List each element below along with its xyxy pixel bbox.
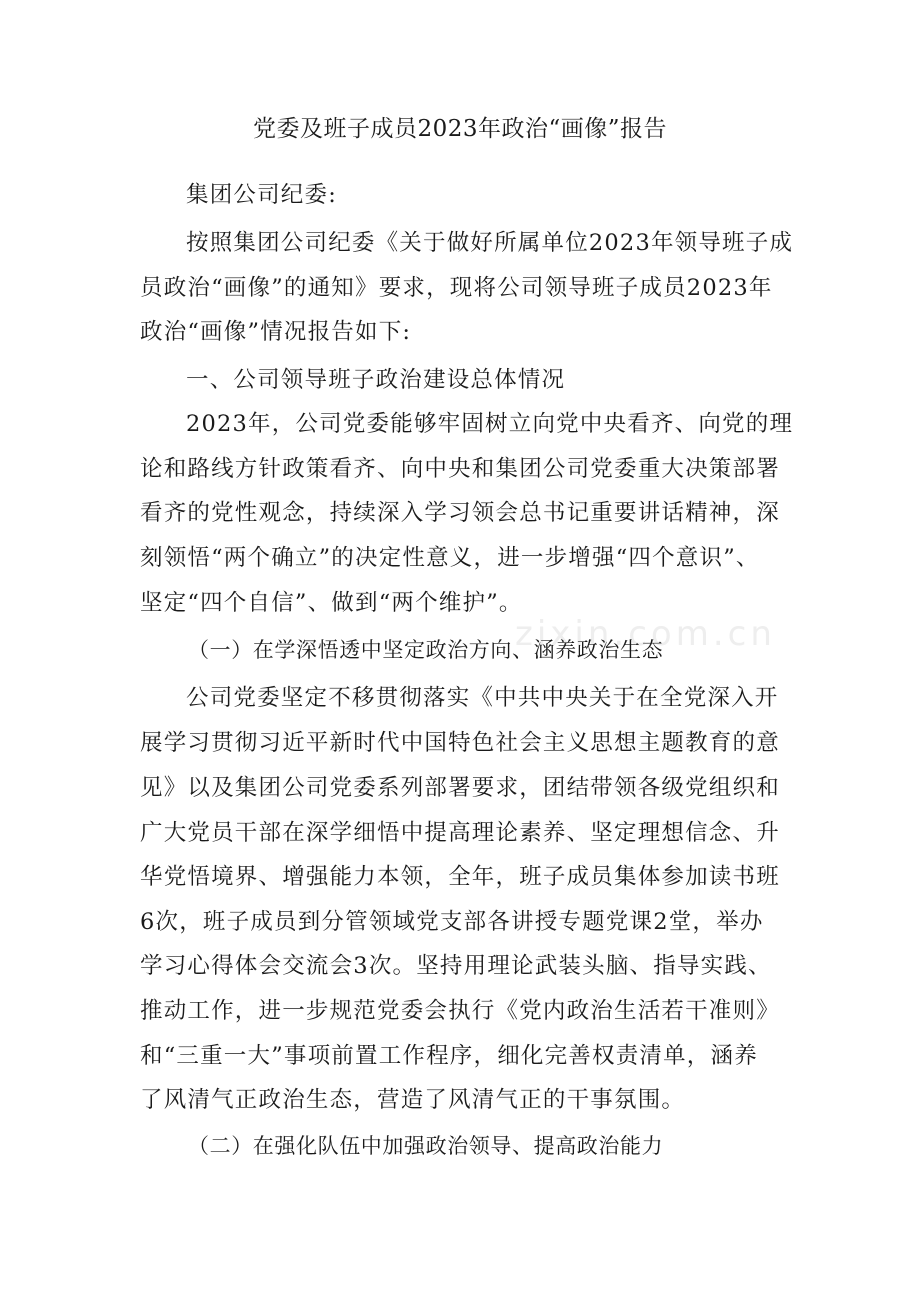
subsection-heading: （二）在强化队伍中加强政治领导、提高政治能力 — [188, 1134, 664, 1158]
paragraph-line: 2023年，公司党委能够牢固树立向党中央看齐、向党的理 — [186, 411, 794, 437]
subsection-heading: （一）在学深悟透中坚定政治方向、涵养政治生态 — [188, 638, 664, 662]
paragraph-line: 刻领悟“两个确立”的决定性意义，进一步增强“四个意识”、 — [140, 545, 760, 571]
paragraph-line: 按照集团公司纪委《关于做好所属单位2023年领导班子成 — [186, 230, 794, 256]
watermark: zixin.com.cn — [515, 614, 776, 654]
paragraph-line: 了风清气正政治生态，营造了风清气正的干事氛围。 — [140, 1087, 686, 1113]
paragraph-line: 看齐的党性观念，持续深入学习领会总书记重要讲话精神，深 — [140, 500, 780, 526]
document-title: 党委及班子成员2023年政治“画像”报告 — [252, 116, 668, 142]
paragraph-line: 见》以及集团公司党委系列部署要求，团结带领各级党组织和 — [140, 775, 780, 801]
paragraph-line: 6次，班子成员到分管领域党支部各讲授专题党课2堂，举办 — [140, 909, 764, 935]
paragraph-line: 和“三重一大”事项前置工作程序，细化完善权责清单，涵养 — [140, 1043, 758, 1069]
paragraph-line: 政治“画像”情况报告如下: — [140, 319, 412, 345]
paragraph-line: 学习心得体会交流会3次。坚持用理论武装头脑、指导实践、 — [140, 953, 772, 979]
salutation: 集团公司纪委: — [186, 182, 337, 208]
section-heading: 一、公司领导班子政治建设总体情况 — [186, 367, 566, 393]
paragraph-line: 展学习贯彻习近平新时代中国特色社会主义思想主题教育的意 — [140, 730, 780, 756]
paragraph-line: 论和路线方针政策看齐、向中央和集团公司党委重大决策部署 — [140, 456, 780, 482]
paragraph-line: 广大党员干部在深学细悟中提高理论素养、坚定理想信念、升 — [140, 820, 780, 846]
paragraph-line: 坚定“四个自信”、做到“两个维护”。 — [140, 590, 523, 616]
paragraph-line: 公司党委坚定不移贯彻落实《中共中央关于在全党深入开 — [186, 685, 779, 711]
paragraph-line: 华党悟境界、增强能力本领，全年，班子成员集体参加读书班 — [140, 864, 780, 890]
paragraph-line: 员政治“画像”的通知》要求，现将公司领导班子成员2023年 — [140, 275, 773, 301]
paragraph-line: 推动工作，进一步规范党委会执行《党内政治生活若干准则》 — [140, 998, 780, 1024]
